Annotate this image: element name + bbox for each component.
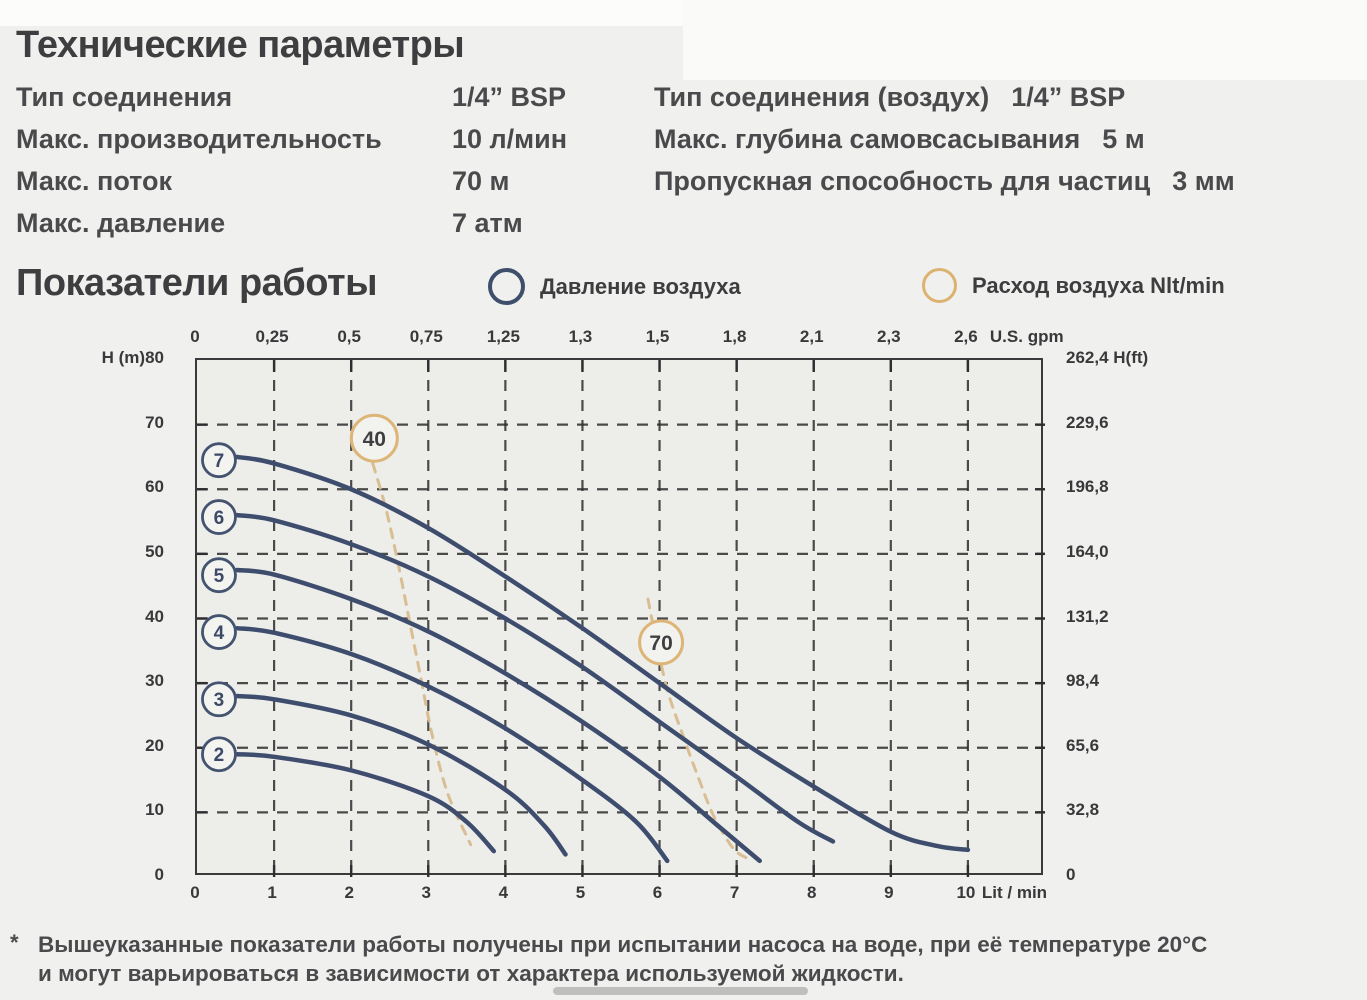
bottom-tick-label: 8 xyxy=(806,883,817,902)
curve-pressure-6 xyxy=(237,515,833,841)
legend-label: Давление воздуха xyxy=(540,273,741,299)
right-axis-h-ft xyxy=(1066,348,1206,884)
left-tick-label: 40 xyxy=(145,606,164,626)
right-tick-label: 32,8 xyxy=(1066,800,1100,820)
spec-label: Макс. глубина самовсасывания xyxy=(654,123,1081,154)
pressure-marker-label: 7 xyxy=(213,451,225,473)
chart-canvas xyxy=(197,360,1045,877)
pressure-marker-label: 4 xyxy=(213,622,225,644)
left-tick-label: 20 xyxy=(145,735,164,755)
legend-label: Расход воздуха Nlt/min xyxy=(972,272,1225,298)
spec-value: 5 м xyxy=(1102,123,1145,154)
top-tick-label: 1,3 xyxy=(568,327,593,346)
left-tick-label: 70 xyxy=(145,412,164,432)
spec-label: Макс. поток xyxy=(16,165,173,196)
legend-circle-icon xyxy=(922,268,957,303)
spec-value: 1/4” BSP xyxy=(452,81,567,112)
left-tick-label: 50 xyxy=(145,541,164,561)
spec-row xyxy=(16,202,646,244)
spec-value: 10 л/мин xyxy=(452,123,568,154)
page-title: Технические параметры xyxy=(16,24,465,66)
right-axis-label: 262,4 H(ft) xyxy=(1066,348,1149,367)
spec-label: Тип соединения (воздух) xyxy=(654,81,990,112)
footnote-line-1: Вышеуказанные показатели работы получены при испытании насоса на воде, при её температуре 20°С xyxy=(38,932,1208,957)
bottom-tick-label: 9 xyxy=(884,883,894,902)
curve-pressure-4 xyxy=(237,628,667,861)
left-tick-label: 60 xyxy=(145,477,164,497)
pressure-marker-label: 6 xyxy=(213,507,225,529)
legend-circle-icon xyxy=(488,268,525,305)
bottom-tick-label: 7 xyxy=(729,883,740,902)
bottom-tick-label: 0 xyxy=(190,883,200,902)
top-tick-label: 1,25 xyxy=(486,327,520,346)
right-tick-label: 65,6 xyxy=(1066,735,1100,755)
pressure-marker-label: 3 xyxy=(213,690,225,712)
bottom-tick-label: 5 xyxy=(575,883,586,902)
performance-section-title: Показатели работы xyxy=(16,262,378,304)
spec-label: Пропускная способность для частиц xyxy=(654,165,1151,196)
top-axis-us-gpm xyxy=(190,327,1355,347)
left-axis-h-m xyxy=(88,348,164,884)
top-tick-label: 2,6 xyxy=(954,327,978,346)
specs-right-column xyxy=(654,76,1354,202)
footnote-line-2: и могут варьироваться в зависимости от характера используемой жидкости. xyxy=(38,961,904,986)
scan-artifact-bar xyxy=(553,987,808,995)
spec-row xyxy=(654,118,1354,160)
curve-pressure-2 xyxy=(237,754,494,851)
bottom-tick-label: 6 xyxy=(652,883,663,902)
curve-pressure-3 xyxy=(237,696,565,854)
top-tick-label: 0,5 xyxy=(337,327,361,346)
legend-item xyxy=(922,268,1225,303)
spec-value: 70 м xyxy=(452,165,510,196)
right-tick-label: 131,2 xyxy=(1066,606,1109,626)
chart-legend xyxy=(488,268,1348,312)
spec-value: 1/4” BSP xyxy=(1011,81,1126,112)
right-tick-label: 0 xyxy=(1066,865,1076,884)
top-tick-label: 0,25 xyxy=(255,327,289,346)
top-tick-label: 1,5 xyxy=(645,327,670,346)
spec-row xyxy=(654,160,1354,202)
footnote xyxy=(10,930,1340,988)
spec-label: Макс. давление xyxy=(16,207,226,238)
top-tick-label: 1,8 xyxy=(722,327,747,346)
spec-row xyxy=(16,118,646,160)
spec-label: Макс. производительность xyxy=(16,123,382,154)
right-tick-label: 98,4 xyxy=(1066,671,1100,691)
legend-item xyxy=(488,268,741,305)
left-axis-label: H (m)80 xyxy=(101,348,164,367)
spec-label: Тип соединения xyxy=(16,81,233,112)
bottom-axis-lit-min xyxy=(190,883,1355,903)
bottom-tick-label: 4 xyxy=(498,883,509,902)
bottom-tick-label: 3 xyxy=(421,883,431,902)
left-tick-label: 10 xyxy=(145,800,164,820)
curve-airflow-40 xyxy=(373,463,471,844)
spec-row xyxy=(16,160,646,202)
specs-left-column xyxy=(16,76,646,244)
right-tick-label: 164,0 xyxy=(1066,541,1109,561)
right-tick-label: 196,8 xyxy=(1066,477,1109,497)
footnote-text xyxy=(10,930,1340,988)
page-top-right-margin xyxy=(683,0,1367,80)
bottom-tick-label: 2 xyxy=(344,883,354,902)
bottom-tick-label: 10 xyxy=(956,883,976,902)
pressure-marker-label: 2 xyxy=(213,745,225,767)
top-tick-label: 2,1 xyxy=(799,327,824,346)
bottom-tick-label: 1 xyxy=(267,883,277,902)
airflow-badge-label: 70 xyxy=(649,631,673,655)
bottom-axis-unit: Lit / min xyxy=(981,883,1048,902)
left-tick-label: 0 xyxy=(154,865,164,884)
top-tick-label: 0,75 xyxy=(409,327,443,346)
left-tick-label: 30 xyxy=(145,671,164,691)
top-tick-label: 0 xyxy=(190,327,200,346)
performance-chart xyxy=(195,358,1043,875)
pressure-marker-label: 5 xyxy=(213,566,225,588)
spec-value: 3 мм xyxy=(1172,165,1235,196)
right-tick-label: 229,6 xyxy=(1066,412,1109,432)
spec-row xyxy=(654,76,1354,118)
spec-row xyxy=(16,76,646,118)
top-tick-label: 2,3 xyxy=(876,327,901,346)
top-axis-unit: U.S. gpm xyxy=(989,327,1064,346)
spec-value: 7 атм xyxy=(452,207,523,238)
footnote-asterisk: * xyxy=(10,930,19,955)
airflow-badge-label: 40 xyxy=(362,427,386,451)
